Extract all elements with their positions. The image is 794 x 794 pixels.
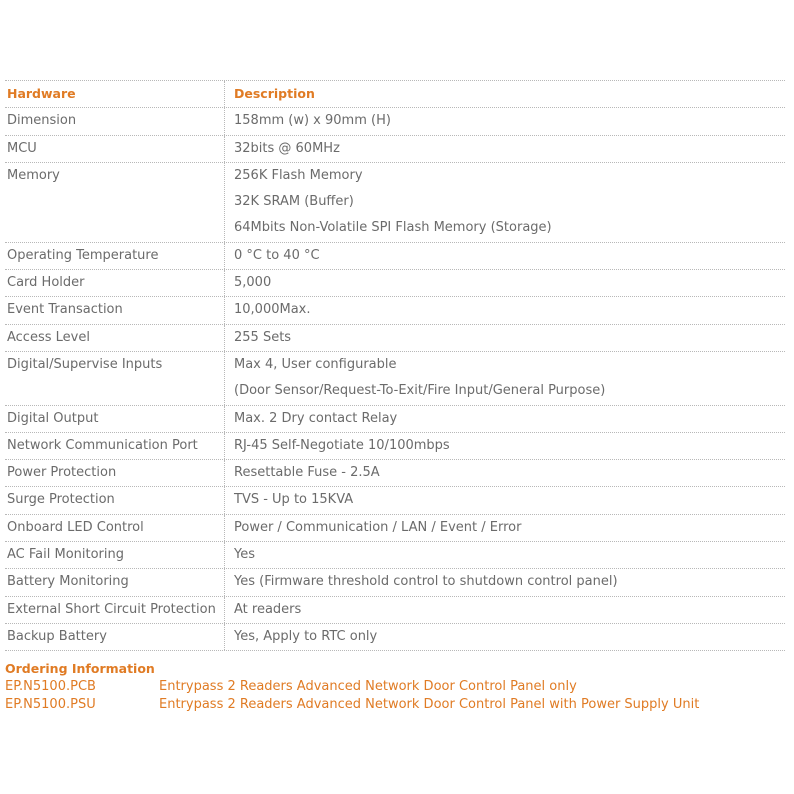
description-cell: [225, 433, 785, 459]
table-row: [5, 163, 785, 242]
hardware-cell: Digital/Supervise Inputs: [5, 352, 225, 405]
table-body: [5, 107, 785, 651]
ordering-item: [5, 678, 785, 696]
description-line: Resettable Fuse - 2.5A: [234, 465, 380, 481]
ordering-item: [5, 696, 785, 714]
table-row: [5, 406, 785, 432]
table-row: [5, 487, 785, 513]
description-cell: [225, 163, 785, 242]
description-cell: [225, 243, 785, 269]
description-line: 255 Sets: [234, 329, 292, 345]
hardware-cell: External Short Circuit Protection: [5, 597, 225, 623]
hardware-cell: MCU: [5, 136, 225, 162]
description-line: 10,000Max.: [234, 302, 311, 318]
description-cell: [225, 406, 785, 432]
table-row: [5, 542, 785, 568]
ordering-information: [5, 660, 785, 714]
table-row: [5, 569, 785, 595]
hardware-cell: Dimension: [5, 108, 225, 134]
ordering-code: EP.N5100.PCB: [5, 679, 96, 694]
table-row: [5, 108, 785, 134]
description-line: (Door Sensor/Request-To-Exit/Fire Input/General Purpose): [234, 383, 606, 399]
table-row: [5, 433, 785, 459]
description-cell: [225, 325, 785, 351]
hardware-cell: Network Communication Port: [5, 433, 225, 459]
ordering-title: Ordering Information: [5, 661, 155, 676]
description-line: 32K SRAM (Buffer): [234, 194, 354, 210]
table-row: [5, 515, 785, 541]
description-line: 158mm (w) x 90mm (H): [234, 113, 391, 129]
description-cell: [225, 352, 785, 405]
description-line: At readers: [234, 601, 302, 617]
hardware-cell: Backup Battery: [5, 624, 225, 650]
description-line: 32bits @ 60MHz: [234, 140, 340, 156]
ordering-description: Entrypass 2 Readers Advanced Network Door Control Panel only: [159, 679, 577, 694]
hardware-cell: Operating Temperature: [5, 243, 225, 269]
table-row: [5, 325, 785, 351]
description-line: Power / Communication / LAN / Event / Error: [234, 519, 522, 535]
spec-table: [5, 80, 785, 651]
header-hardware: Hardware: [5, 81, 225, 107]
description-line: Yes (Firmware threshold control to shutdown control panel): [234, 574, 618, 590]
table-row: [5, 352, 785, 405]
description-line: RJ-45 Self-Negotiate 10/100mbps: [234, 437, 450, 453]
description-line: Yes, Apply to RTC only: [234, 628, 378, 644]
hardware-cell: Digital Output: [5, 406, 225, 432]
description-cell: [225, 460, 785, 486]
description-cell: [225, 108, 785, 134]
description-line: 5,000: [234, 275, 272, 291]
hardware-cell: Power Protection: [5, 460, 225, 486]
description-cell: [225, 270, 785, 296]
hardware-cell: Surge Protection: [5, 487, 225, 513]
hardware-cell: Battery Monitoring: [5, 569, 225, 595]
header-description: Description: [234, 86, 315, 101]
ordering-code: EP.N5100.PSU: [5, 697, 96, 712]
table-row: [5, 136, 785, 162]
hardware-cell: Memory: [5, 163, 225, 242]
description-line: Max 4, User configurable: [234, 356, 397, 372]
description-line: Yes: [234, 547, 255, 563]
hardware-cell: Onboard LED Control: [5, 515, 225, 541]
hardware-cell: AC Fail Monitoring: [5, 542, 225, 568]
table-row: [5, 297, 785, 323]
description-cell: [225, 136, 785, 162]
table-row: [5, 624, 785, 650]
description-line: Max. 2 Dry contact Relay: [234, 410, 398, 426]
table-row: [5, 460, 785, 486]
hardware-cell: Card Holder: [5, 270, 225, 296]
table-row: [5, 243, 785, 269]
description-cell: [225, 515, 785, 541]
hardware-cell: Access Level: [5, 325, 225, 351]
description-cell: [225, 624, 785, 650]
table-row: [5, 597, 785, 623]
description-line: 64Mbits Non-Volatile SPI Flash Memory (Storage): [234, 220, 552, 236]
description-line: 0 °C to 40 °C: [234, 247, 320, 263]
table-rule: [5, 650, 785, 651]
description-cell: [225, 487, 785, 513]
description-cell: [225, 569, 785, 595]
ordering-description: Entrypass 2 Readers Advanced Network Door Control Panel with Power Supply Unit: [159, 697, 700, 712]
description-line: TVS - Up to 15KVA: [234, 492, 354, 508]
description-cell: [225, 597, 785, 623]
hardware-cell: Event Transaction: [5, 297, 225, 323]
description-line: 256K Flash Memory: [234, 167, 363, 183]
description-cell: [225, 542, 785, 568]
table-header-row: [5, 81, 785, 107]
table-row: [5, 270, 785, 296]
description-cell: [225, 297, 785, 323]
